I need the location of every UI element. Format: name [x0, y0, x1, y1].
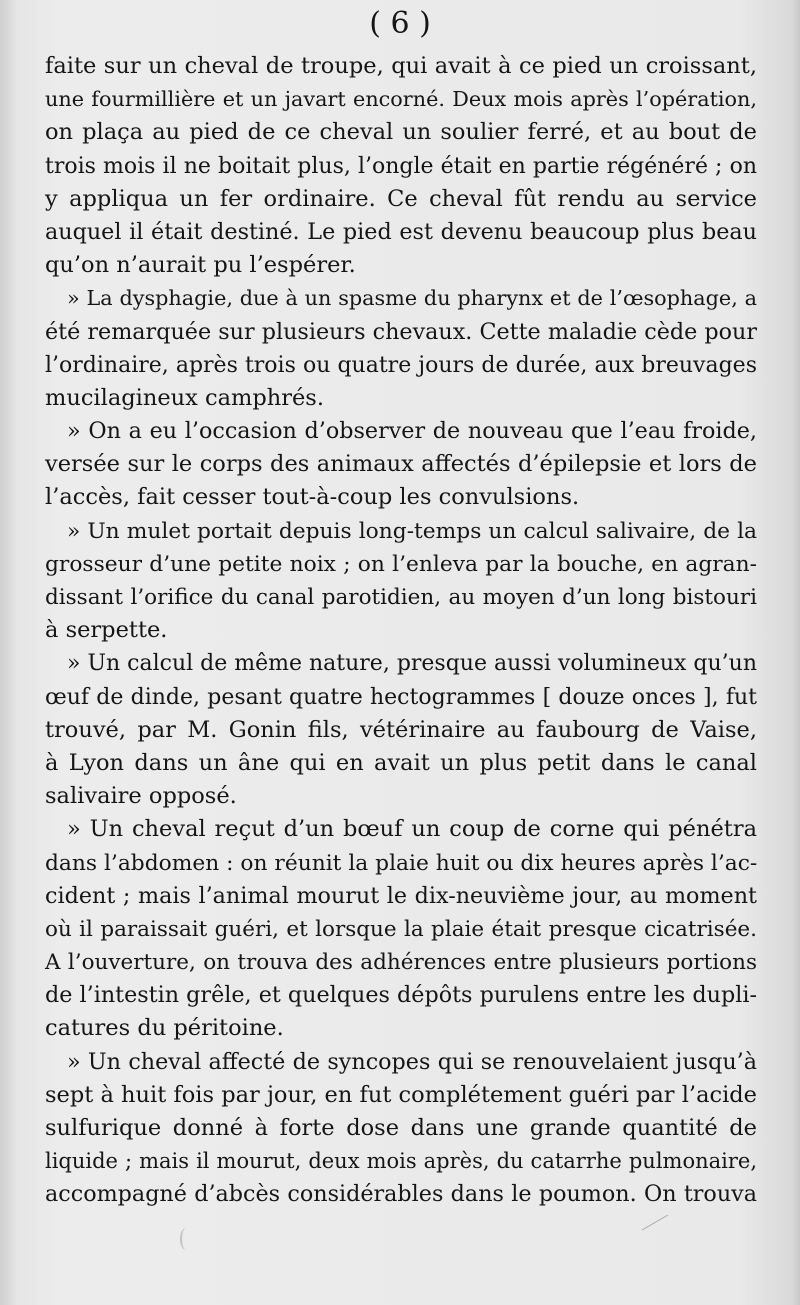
text-line: » Un cheval affecté de syncopes qui se renouvelaient jusqu’à — [67, 1048, 757, 1075]
text-line: où il paraissait guéri, et lorsque la plaie était presque cicatrisée. — [45, 916, 757, 942]
text-line: sept à huit fois par jour, en fut complétement guéri par l’acide — [45, 1081, 757, 1108]
text-line: » Un cheval reçut d’un bœuf un coup de corne qui pénétra — [67, 816, 757, 843]
text-line: à serpette. — [45, 617, 168, 644]
text-line: » Un calcul de même nature, presque aussi volumineux qu’un — [67, 651, 758, 677]
ink-smudge — [180, 1228, 192, 1250]
text-line: de l’intestin grêle, et quelques dépôts purulens entre les dupli- — [45, 982, 757, 1009]
text-line: liquide ; mais il mourut, deux mois après, du catarrhe pulmonaire, — [45, 1149, 757, 1174]
text-line: l’accès, fait cesser tout-à-coup les convulsions. — [45, 484, 580, 511]
text-line: » On a eu l’occasion d’observer de nouveau que l’eau froide, — [67, 418, 757, 445]
text-line: » Un mulet portait depuis long-temps un calcul salivaire, de la — [67, 518, 757, 544]
page-body-text — [45, 50, 757, 1212]
text-line: l’ordinaire, après trois ou quatre jours de durée, aux breuvages — [45, 352, 757, 378]
text-line: mucilagineux camphrés. — [45, 384, 324, 411]
text-line: sulfurique donné à forte dose dans une grande quantité de — [45, 1115, 757, 1141]
text-line: accompagné d’abcès considérables dans le poumon. On trouva — [45, 1181, 757, 1208]
text-line: dissant l’orifice du canal parotidien, au moyen d’un long bistouri — [45, 585, 757, 610]
text-line: qu’on n’aurait pu l’espérer. — [45, 252, 356, 279]
text-line: salivaire opposé. — [45, 783, 237, 810]
text-line: y appliqua un fer ordinaire. Ce cheval fût rendu au service — [45, 185, 757, 212]
pen-mark — [642, 1215, 668, 1231]
text-line: été remarquée sur plusieurs chevaux. Cette maladie cède pour — [45, 318, 757, 345]
text-line: œuf de dinde, pesant quatre hectogrammes [ douze onces ], fut — [45, 684, 757, 710]
text-line: faite sur un cheval de troupe, qui avait à ce pied un croissant, — [45, 53, 757, 79]
text-line: catures du péritoine. — [45, 1015, 284, 1042]
text-line: A l’ouverture, on trouva des adhérences entre plusieurs portions — [45, 950, 757, 976]
text-line: trouvé, par M. Gonin fils, vétérinaire au faubourg de Vaise, — [45, 716, 757, 743]
text-line: dans l’abdomen : on réunit la plaie huit ou dix heures après l’ac- — [45, 850, 758, 876]
page-number: ( 6 ) — [369, 6, 431, 41]
text-line: grosseur d’une petite noix ; on l’enleva par la bouche, en agran- — [45, 551, 757, 577]
text-line: on plaça au pied de ce cheval un soulier ferré, et au bout de — [45, 119, 757, 146]
text-line: trois mois il ne boitait plus, l’ongle était en partie régénéré ; on — [45, 153, 757, 179]
text-line: cident ; mais l’animal mourut le dix-neuvième jour, au moment — [45, 882, 757, 909]
text-line: auquel il était destiné. Le pied est devenu beaucoup plus beau — [45, 218, 757, 245]
text-line: une fourmillière et un javart encorné. Deux mois après l’opération, — [45, 87, 757, 112]
text-line: » La dysphagie, due à un spasme du pharynx et de l’œsophage, a — [67, 286, 757, 311]
text-line: à Lyon dans un âne qui en avait un plus petit dans le canal — [45, 749, 757, 776]
text-line: versée sur le corps des animaux affectés d’épilepsie et lors de — [45, 451, 757, 478]
